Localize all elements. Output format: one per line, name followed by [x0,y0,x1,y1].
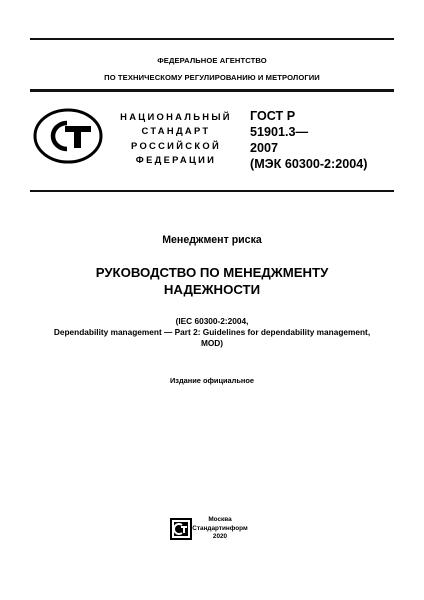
national-line: НАЦИОНАЛЬНЫЙ [120,111,232,122]
edition-note: Издание официальное [169,376,254,385]
block-rule [30,190,394,192]
header-rule [30,89,394,92]
iec-line: (IEC 60300-2:2004, [175,316,249,326]
document-title [30,264,394,298]
publisher-name: Стандартинформ [192,524,248,532]
publisher-city: Москва [208,516,232,523]
title-line: РУКОВОДСТВО ПО МЕНЕДЖМЕНТУ [95,265,329,280]
iec-line: Dependability management — Part 2: Guidelines for dependability management, [53,327,371,338]
national-line: РОССИЙСКОЙ [131,139,221,151]
iec-reference [24,316,400,350]
title-line: НАДЕЖНОСТИ [163,282,261,297]
iec-line: MOD) [200,338,224,349]
agency-line-2: ПО ТЕХНИЧЕСКОМУ РЕГУЛИРОВАНИЮ И МЕТРОЛОГИИ [104,73,320,82]
national-line: СТАНДАРТ [141,125,211,137]
publication-year: 2020 [212,533,228,541]
document-subject: Менеджмент риска [162,234,262,246]
standard-designation [250,108,400,172]
gost-line: ГОСТ Р [250,109,296,123]
gost-r-emblem-icon [33,108,103,164]
national-standard-label [110,110,242,168]
top-rule [30,38,394,40]
gost-line: 51901.3— [250,125,309,139]
agency-line-1: ФЕДЕРАЛЬНОЕ АГЕНТСТВО [157,56,267,65]
gost-line: (МЭК 60300-2:2004) [250,157,368,171]
gost-line: 2007 [250,141,279,155]
standartinform-logo-icon [170,518,192,540]
publisher-info [190,516,250,542]
national-line: ФЕДЕРАЦИИ [135,154,217,166]
